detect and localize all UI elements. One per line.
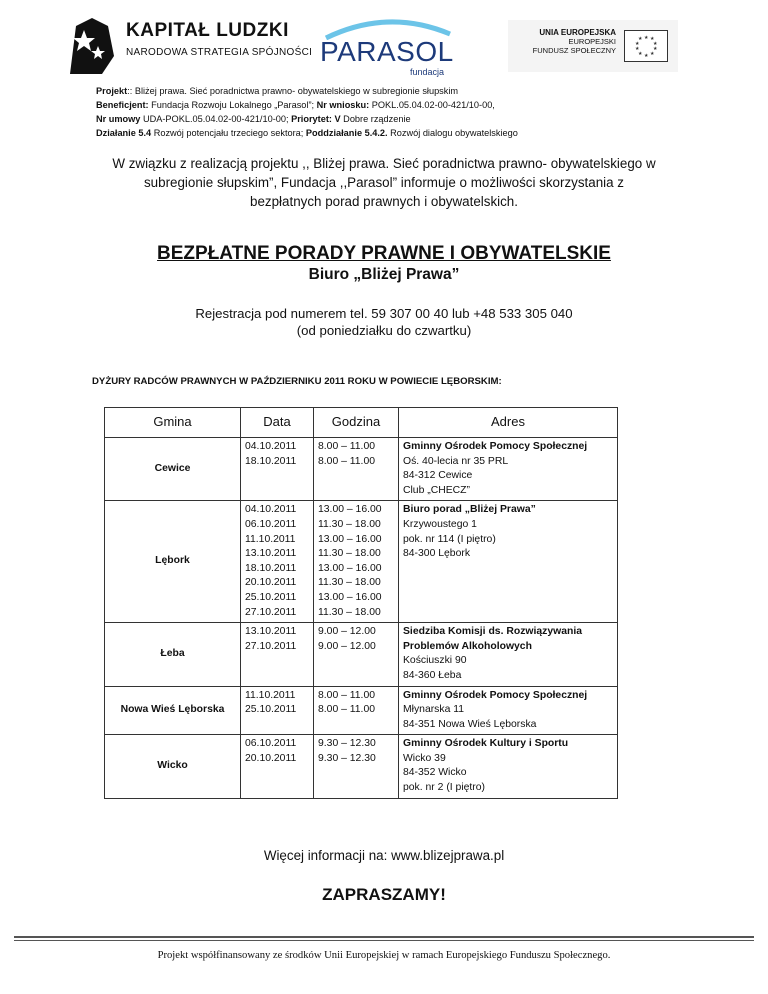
eu-line3: FUNDUSZ SPOŁECZNY — [532, 46, 616, 55]
svg-text:★: ★ — [638, 36, 643, 42]
address-line: Wicko 39 — [403, 752, 446, 764]
address-line: 84-312 Cewice — [403, 470, 473, 482]
cell-dates — [241, 623, 314, 686]
address-institution: Siedziba Komisji ds. Rozwiązywania — [403, 626, 582, 638]
date-value: 25.10.2011 — [245, 704, 297, 716]
svg-text:★: ★ — [635, 46, 640, 52]
cell-hours — [314, 623, 399, 686]
footer-text: Projekt współfinansowany ze środków Unii Europejskiej w ramach Europejskiego Funduszu Społecznego. — [157, 950, 611, 961]
hour-value: 8.00 – 11.00 — [318, 689, 376, 701]
date-value: 06.10.2011 — [245, 738, 297, 750]
svg-text:★: ★ — [653, 46, 658, 52]
date-value: 18.10.2011 — [245, 455, 297, 467]
kapital-ludzki-subtitle: NARODOWA STRATEGIA SPÓJNOŚCI — [126, 47, 313, 58]
date-value: 11.10.2011 — [245, 533, 296, 545]
address-institution: Gminny Ośrodek Pomocy Społecznej — [403, 441, 588, 452]
date-value: 13.10.2011 — [245, 626, 297, 638]
address-line: Club „CHECZ” — [403, 484, 470, 496]
date-value: 27.10.2011 — [245, 640, 297, 652]
cell-address — [399, 438, 618, 501]
cell-dates — [241, 735, 314, 798]
date-value: 27.10.2011 — [245, 606, 297, 618]
cell-address — [399, 623, 618, 686]
cell-hours — [314, 686, 399, 735]
address-institution: Biuro porad „Bliżej Prawa” — [403, 504, 536, 516]
eu-title: UNIA EUROPEJSKA — [539, 28, 616, 37]
table-row — [105, 686, 618, 735]
date-value: 20.10.2011 — [245, 752, 297, 764]
date-value: 20.10.2011 — [245, 577, 297, 589]
svg-text:★: ★ — [650, 36, 655, 42]
date-value: 11.10.2011 — [245, 689, 296, 701]
cell-address — [399, 501, 618, 623]
cell-gmina: Nowa Wieś Lęborska — [105, 686, 241, 735]
column-header-gmina: Gmina — [105, 408, 241, 438]
address-institution: Gminny Ośrodek Pomocy Społecznej — [403, 689, 588, 701]
footer-divider-thin — [14, 940, 754, 941]
address-institution: Problemów Alkoholowych — [403, 640, 532, 652]
table-row — [105, 438, 618, 501]
address-line: Oś. 40-lecia nr 35 PRL — [403, 455, 509, 467]
date-value: 18.10.2011 — [245, 562, 297, 574]
parasol-logo — [318, 14, 458, 80]
registration-info: Rejestracja pod numerem tel. 59 307 00 40 lub +48 533 305 040 (od poniedziałku do czwartku) — [195, 306, 573, 338]
date-value: 13.10.2011 — [245, 548, 297, 560]
cell-gmina: Wicko — [105, 735, 241, 798]
svg-text:★: ★ — [635, 41, 640, 47]
page-subtitle: Biuro „Bliżej Prawa” — [308, 266, 460, 283]
hour-value: 13.00 – 16.00 — [318, 504, 382, 516]
invitation-text: ZAPRASZAMY! — [322, 885, 446, 904]
table-row — [105, 623, 618, 686]
table-row — [105, 735, 618, 798]
hour-value: 8.00 – 11.00 — [318, 441, 376, 452]
table-row — [105, 501, 618, 623]
footer-divider — [14, 936, 754, 938]
eu-logo — [508, 20, 678, 72]
column-header-data: Data — [241, 408, 314, 438]
address-line: 84-352 Wicko — [403, 767, 467, 779]
cell-dates — [241, 501, 314, 623]
hour-value: 9.00 – 12.00 — [318, 626, 376, 638]
kapital-ludzki-logo — [62, 16, 313, 76]
project-info — [96, 84, 736, 140]
cell-gmina: Łeba — [105, 623, 241, 686]
column-header-adres: Adres — [399, 408, 618, 438]
column-header-godzina: Godzina — [314, 408, 399, 438]
schedule-table — [104, 407, 618, 799]
cell-address — [399, 735, 618, 798]
schedule-heading: DYŻURY RADCÓW PRAWNYCH W PAŹDZIERNIKU 2011 ROKU W POWIECIE LĘBORSKIM: — [92, 376, 502, 387]
address-line: 84-351 Nowa Wieś Lęborska — [403, 718, 537, 730]
kapital-ludzki-title: KAPITAŁ LUDZKI — [126, 20, 289, 41]
address-line: pok. nr 114 (I piętro) — [403, 533, 496, 545]
date-value: 04.10.2011 — [245, 504, 297, 516]
hour-value: 11.30 – 18.00 — [318, 577, 381, 589]
hour-value: 9.00 – 12.00 — [318, 640, 376, 652]
hour-value: 11.30 – 18.00 — [318, 548, 381, 560]
date-value: 06.10.2011 — [245, 518, 297, 530]
hour-value: 8.00 – 11.00 — [318, 455, 376, 467]
date-value: 04.10.2011 — [245, 441, 297, 452]
address-line: 84-360 Łeba — [403, 669, 462, 681]
hour-value: 9.30 – 12.30 — [318, 752, 376, 764]
action-line: Działanie 5.4 Rozwój potencjału trzeciego sektora; Poddziałanie 5.4.2. Rozwój dialogu obywatelskiego — [96, 128, 518, 138]
cell-hours — [314, 438, 399, 501]
svg-text:★: ★ — [638, 51, 643, 57]
cell-address — [399, 686, 618, 735]
hour-value: 8.00 – 11.00 — [318, 704, 376, 716]
svg-text:★: ★ — [653, 41, 658, 47]
cell-gmina: Lębork — [105, 501, 241, 623]
cell-gmina: Cewice — [105, 438, 241, 501]
contract-line: Nr umowy UDA-POKL.05.04.02-00-421/10-00; Priorytet: V Dobre rządzenie — [96, 114, 411, 124]
parasol-subtitle: fundacja — [410, 67, 445, 77]
more-info-text: Więcej informacji na: www.blizejprawa.pl — [263, 848, 505, 863]
hour-value: 13.00 – 16.00 — [318, 591, 382, 603]
svg-text:★: ★ — [650, 51, 655, 57]
beneficiary-line: Beneficjent: Fundacja Rozwoju Lokalnego „Parasol”; Nr wniosku: POKL.05.04.02-00-421/10-00, — [96, 100, 495, 110]
cell-dates — [241, 438, 314, 501]
hour-value: 11.30 – 18.00 — [318, 518, 381, 530]
cell-hours — [314, 501, 399, 623]
svg-text:★: ★ — [644, 35, 649, 41]
svg-text:★: ★ — [644, 53, 649, 59]
address-line: pok. nr 2 (I piętro) — [403, 782, 486, 794]
parasol-name: PARASOL — [320, 36, 454, 67]
address-line: Młynarska 11 — [403, 704, 465, 716]
hour-value: 13.00 – 16.00 — [318, 562, 382, 574]
address-line: Kościuszki 90 — [403, 655, 467, 667]
page-title: BEZPŁATNE PORADY PRAWNE I OBYWATELSKIE — [157, 243, 611, 264]
address-institution: Gminny Ośrodek Kultury i Sportu — [403, 738, 569, 750]
hour-value: 9.30 – 12.30 — [318, 738, 376, 750]
cell-hours — [314, 735, 399, 798]
eu-flag-icon — [624, 30, 668, 62]
address-line: 84-300 Lębork — [403, 548, 471, 560]
intro-paragraph: W związku z realizacją projektu ,, Bliżej prawa. Sieć poradnictwa prawno- obywatelskiego w subregionie słupskim”, Fundacja ,,Parasol” informuje o możliwości skorzystania z bezpłatnych porad prawnych i obywatelskich. — [112, 156, 656, 209]
cell-dates — [241, 686, 314, 735]
date-value: 25.10.2011 — [245, 591, 297, 603]
eu-line2: EUROPEJSKI — [568, 37, 616, 46]
hour-value: 11.30 – 18.00 — [318, 606, 381, 618]
table-header-row — [105, 408, 618, 438]
hour-value: 13.00 – 16.00 — [318, 533, 382, 545]
kapital-ludzki-emblem-icon — [62, 16, 122, 76]
address-line: Krzywoustego 1 — [403, 518, 477, 530]
project-line: Projekt:: Bliżej prawa. Sieć poradnictwa prawno- obywatelskiego w subregionie słupskim — [96, 86, 459, 96]
